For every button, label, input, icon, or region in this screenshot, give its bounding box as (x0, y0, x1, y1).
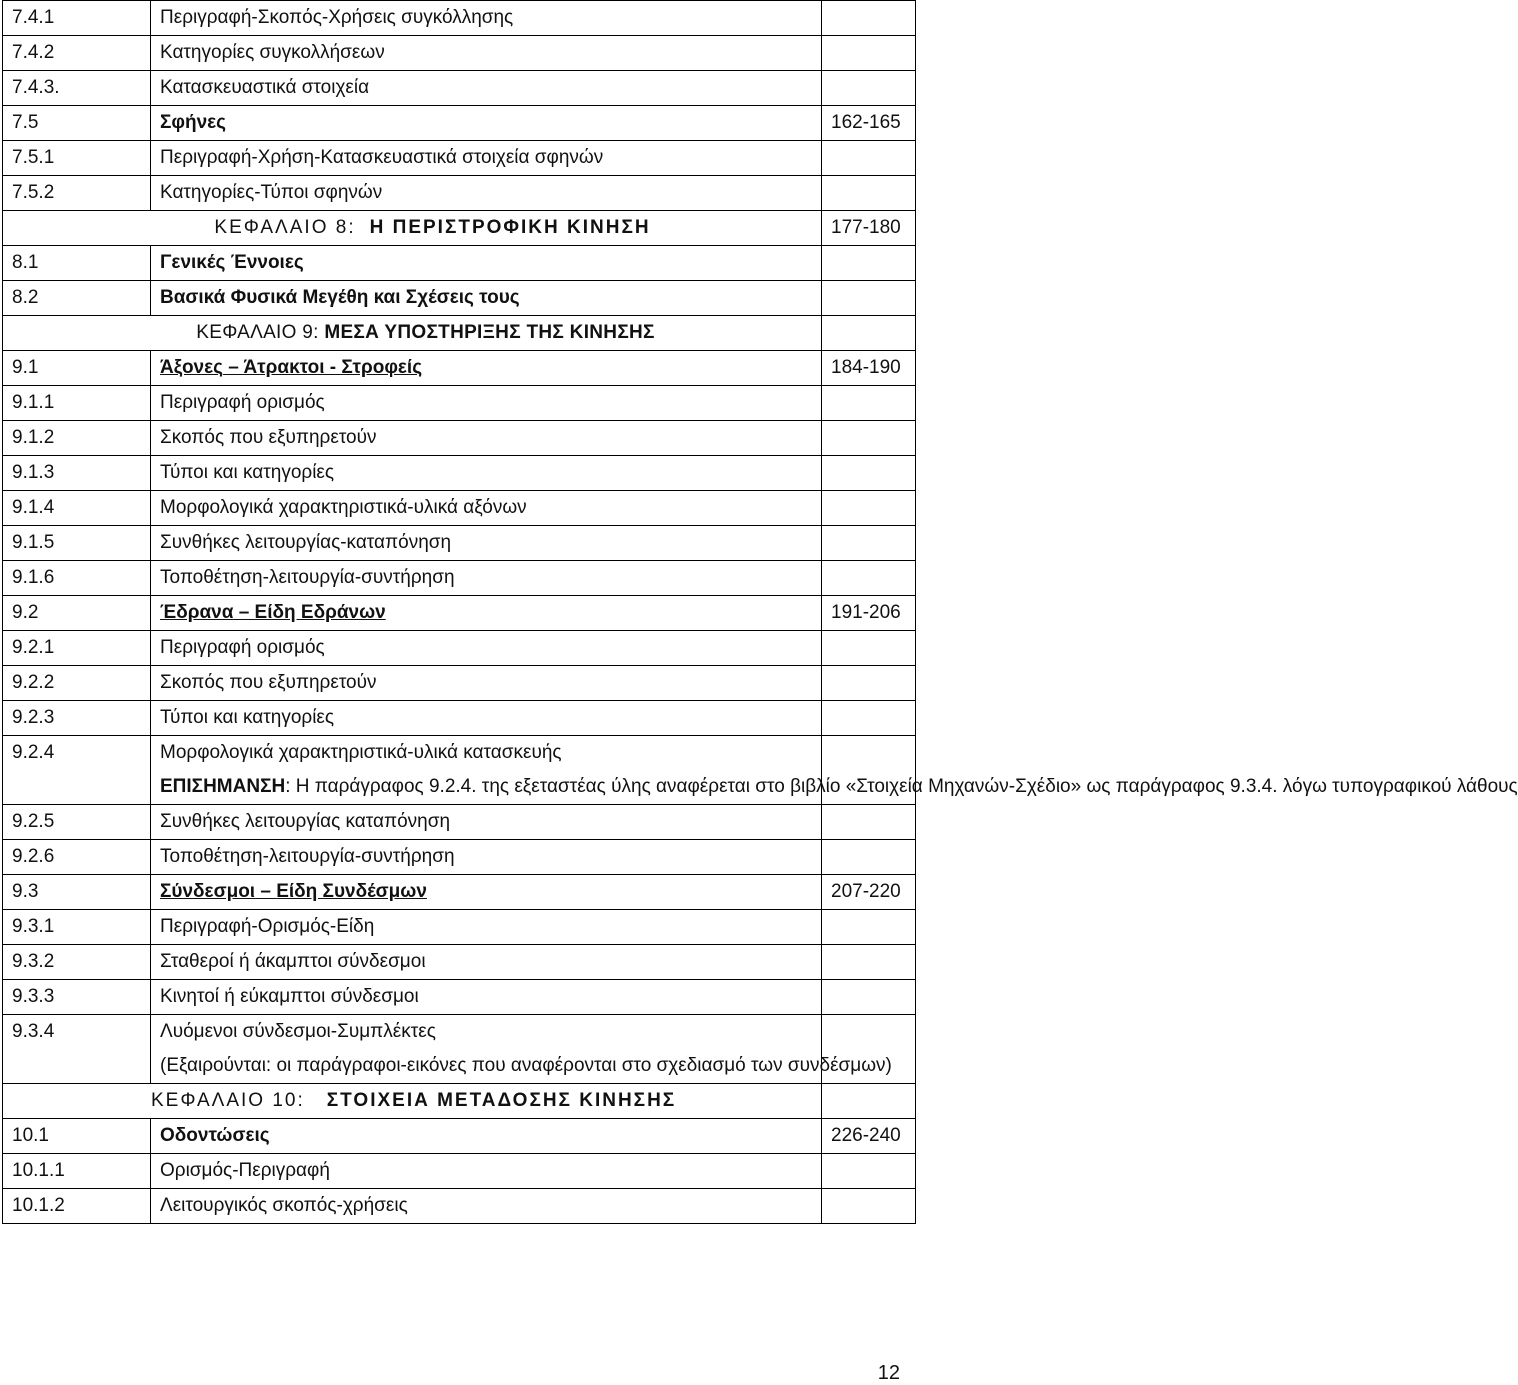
chapter-label: ΚΕΦΑΛΑΙΟ 9: (196, 322, 319, 343)
table-row (3, 945, 916, 980)
section-title: Κατασκευαστικά στοιχεία (151, 71, 822, 106)
table-row (3, 246, 916, 281)
note-paragraph (160, 770, 1518, 804)
page-range (822, 1084, 916, 1119)
page-range (822, 281, 916, 316)
table-row (3, 805, 916, 840)
section-number: 9.2.4 (3, 736, 151, 805)
page-range (822, 246, 916, 281)
page-range (822, 491, 916, 526)
chapter-row (3, 1084, 916, 1119)
table-row (3, 526, 916, 561)
table-row (3, 281, 916, 316)
section-title: Σκοπός που εξυπηρετούν (151, 421, 822, 456)
section-number: 9.2.1 (3, 631, 151, 666)
page-range (822, 526, 916, 561)
table-row (3, 1, 916, 36)
page-range (822, 840, 916, 875)
table-row (3, 36, 916, 71)
chapter-heading (3, 211, 822, 246)
table-row (3, 141, 916, 176)
section-number: 10.1.1 (3, 1154, 151, 1189)
page-range (822, 805, 916, 840)
section-title: Τοποθέτηση-λειτουργία-συντήρηση (151, 561, 822, 596)
section-title-part: Είδη Συνδέσμων (276, 881, 427, 902)
table-row (3, 980, 916, 1015)
page-range: 226-240 (822, 1119, 916, 1154)
note-label: ΕΠΙΣΗΜΑΝΣΗ (160, 776, 286, 797)
section-number: 9.2.5 (3, 805, 151, 840)
section-title: Λειτουργικός σκοπός-χρήσεις (151, 1189, 822, 1224)
table-row (3, 736, 916, 805)
table-row (3, 631, 916, 666)
section-number: 9.2 (3, 596, 151, 631)
section-number: 9.1 (3, 351, 151, 386)
chapter-heading (3, 1084, 822, 1119)
section-title: Περιγραφή-Ορισμός-Είδη (151, 910, 822, 945)
chapter-title: ΜΕΣΑ ΥΠΟΣΤΗΡΙΞΗΣ ΤΗΣ ΚΙΝΗΣΗΣ (324, 322, 655, 343)
page-range (822, 456, 916, 491)
table-row (3, 351, 916, 386)
section-number: 7.4.2 (3, 36, 151, 71)
section-title: Συνθήκες λειτουργίας καταπόνηση (151, 805, 822, 840)
section-title: Συνθήκες λειτουργίας-καταπόνηση (151, 526, 822, 561)
table-row (3, 1154, 916, 1189)
section-number: 9.1.1 (3, 386, 151, 421)
page-range (822, 910, 916, 945)
section-number: 10.1.2 (3, 1189, 151, 1224)
section-title (151, 1015, 892, 1084)
section-title: Κινητοί ή εύκαμπτοι σύνδεσμοι (151, 980, 822, 1015)
table-row (3, 1015, 916, 1084)
section-title (151, 736, 1518, 805)
section-title: Έδρανα – Είδη Εδράνων (151, 596, 822, 631)
table-row (3, 386, 916, 421)
section-title-text: Λυόμενοι σύνδεσμοι-Συμπλέκτες (160, 1021, 436, 1042)
section-title: Άξονες – Άτρακτοι - Στροφείς (151, 351, 822, 386)
page-range: 207-220 (822, 875, 916, 910)
section-number: 9.1.6 (3, 561, 151, 596)
section-title: Περιγραφή ορισμός (151, 631, 822, 666)
table-row (3, 561, 916, 596)
page-range (822, 631, 916, 666)
page-range (822, 1, 916, 36)
section-title: Σύνδεσμοι – Είδη Συνδέσμων (151, 875, 822, 910)
section-number: 10.1 (3, 1119, 151, 1154)
section-title: Ορισμός-Περιγραφή (151, 1154, 822, 1189)
chapter-title: ΣΤΟΙΧΕΙΑ ΜΕΤΑΔΟΣΗΣ ΚΙΝΗΣΗΣ (326, 1090, 677, 1111)
table-row (3, 1189, 916, 1224)
section-title-text: Μορφολογικά χαρακτηριστικά-υλικά κατασκευής (160, 742, 562, 763)
section-title: Περιγραφή-Χρήση-Κατασκευαστικά στοιχεία σφηνών (151, 141, 822, 176)
page-range (822, 141, 916, 176)
page-range (822, 666, 916, 701)
table-row (3, 596, 916, 631)
page-range (822, 386, 916, 421)
section-number: 7.4.1 (3, 1, 151, 36)
section-title: Σταθεροί ή άκαμπτοι σύνδεσμοι (151, 945, 822, 980)
note-paragraph: (Εξαιρούνται: οι παράγραφοι-εικόνες που αναφέρονται στο σχεδιασμό των συνδέσμων) (160, 1055, 892, 1076)
section-title-part: Άτρακτοι - Στροφείς (243, 357, 423, 378)
page-range (822, 176, 916, 211)
section-number: 9.3.3 (3, 980, 151, 1015)
page-range (822, 561, 916, 596)
page-range: 191-206 (822, 596, 916, 631)
section-title-part: Σύνδεσμοι (160, 881, 256, 902)
section-number: 9.3.2 (3, 945, 151, 980)
section-number: 8.1 (3, 246, 151, 281)
section-number: 9.3.4 (3, 1015, 151, 1084)
section-number: 9.2.6 (3, 840, 151, 875)
chapter-title: Η ΠΕΡΙΣΤΡΟΦΙΚΗ ΚΙΝΗΣΗ (369, 217, 651, 238)
table-row (3, 491, 916, 526)
chapter-label: ΚΕΦΑΛΑΙΟ 8: (214, 217, 356, 238)
section-number: 9.3 (3, 875, 151, 910)
table-row (3, 875, 916, 910)
page-range: 177-180 (822, 211, 916, 246)
section-number: 9.1.5 (3, 526, 151, 561)
page-range (822, 1189, 916, 1224)
section-number: 9.2.3 (3, 701, 151, 736)
table-row (3, 840, 916, 875)
table-row (3, 106, 916, 141)
section-title: Περιγραφή-Σκοπός-Χρήσεις συγκόλλησης (151, 1, 822, 36)
table-row (3, 666, 916, 701)
section-title: Σκοπός που εξυπηρετούν (151, 666, 822, 701)
section-number: 9.2.2 (3, 666, 151, 701)
page-range (822, 701, 916, 736)
page-range (822, 316, 916, 351)
page-range (822, 71, 916, 106)
section-number: 8.2 (3, 281, 151, 316)
page-range (822, 945, 916, 980)
page-number: 12 (877, 1362, 900, 1384)
section-number: 9.1.4 (3, 491, 151, 526)
section-title: Μορφολογικά χαρακτηριστικά-υλικά αξόνων (151, 491, 822, 526)
section-title: Σφήνες (151, 106, 822, 141)
section-title: Βασικά Φυσικά Μεγέθη και Σχέσεις τους (151, 281, 822, 316)
page-range (822, 980, 916, 1015)
section-number: 9.1.2 (3, 421, 151, 456)
section-number: 7.5 (3, 106, 151, 141)
note-text: : Η παράγραφος 9.2.4. της εξεταστέας ύλης αναφέρεται στο βιβλίο «Στοιχεία Μηχανών-Σχέδιο» ως παράγραφος 9.3.4. λόγω τυπογραφικού λάθους (285, 776, 1518, 797)
section-number: 7.5.2 (3, 176, 151, 211)
section-title: Περιγραφή ορισμός (151, 386, 822, 421)
section-title: Γενικές Έννοιες (151, 246, 822, 281)
section-number: 7.4.3. (3, 71, 151, 106)
table-row (3, 421, 916, 456)
page-range: 162-165 (822, 106, 916, 141)
section-title-part: Άξονες (160, 357, 224, 378)
table-row (3, 176, 916, 211)
section-title-part: Είδη Εδράνων (254, 602, 386, 623)
section-title: Οδοντώσεις (151, 1119, 822, 1154)
table-row (3, 456, 916, 491)
page-range (822, 421, 916, 456)
section-title: Τύποι και κατηγορίες (151, 456, 822, 491)
table-row (3, 701, 916, 736)
table-row (3, 910, 916, 945)
section-title: Κατηγορίες-Τύποι σφηνών (151, 176, 822, 211)
section-title: Τοποθέτηση-λειτουργία-συντήρηση (151, 840, 822, 875)
table-row (3, 71, 916, 106)
table-of-contents (2, 0, 1518, 1224)
chapter-row (3, 211, 916, 246)
chapter-row (3, 316, 916, 351)
section-number: 7.5.1 (3, 141, 151, 176)
section-number: 9.1.3 (3, 456, 151, 491)
section-title: Κατηγορίες συγκολλήσεων (151, 36, 822, 71)
table-row (3, 1119, 916, 1154)
page-range: 184-190 (822, 351, 916, 386)
chapter-label: ΚΕΦΑΛΑΙΟ 10: (151, 1090, 305, 1111)
section-title: Τύποι και κατηγορίες (151, 701, 822, 736)
section-title-part: Έδρανα (160, 602, 234, 623)
chapter-heading (3, 316, 822, 351)
page-range (822, 1154, 916, 1189)
page-range (822, 36, 916, 71)
section-number: 9.3.1 (3, 910, 151, 945)
